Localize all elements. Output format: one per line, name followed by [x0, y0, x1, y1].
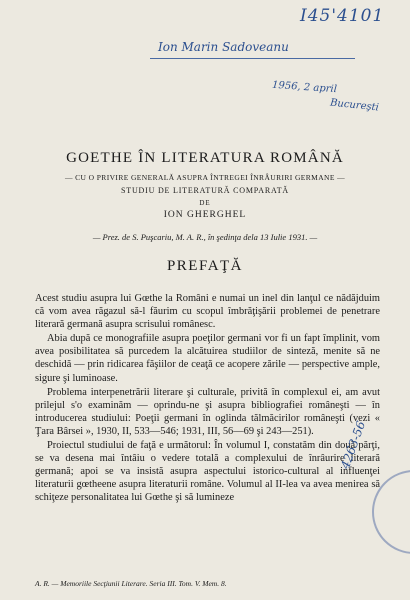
document-title: GOETHE ÎN LITERATURA ROMÂNĂ — [66, 150, 344, 166]
author-preposition: DE — [199, 199, 211, 207]
paragraph: Proiectul studiului de faţă e următorul: În volumul I, constatăm din două părţi, se va desena mai întâiu o vedere totală a complexului de înrâurire literară germană; apoi se va insistă asupra aspectului istorico-cultural al influenţei literaturii gœtheene asupra literaturii române. Volumul al II-lea va avea menirea să schiţeze personalitatea lui Gœthe şi să lumineze — [35, 440, 380, 504]
document-subtitle-2: STUDIU DE LITERATURĂ COMPARATĂ — [121, 186, 289, 195]
section-heading: PREFAŢĂ — [166, 258, 244, 274]
document-subtitle: — CU O PRIVIRE GENERALĂ ASUPRA ÎNTREGEI ÎNRÂURIRI GERMANE — — [64, 173, 346, 182]
dedication-underline — [150, 58, 355, 59]
place-handwritten: Bucureşti — [329, 97, 380, 114]
date-handwritten: 1956, 2 april — [271, 79, 338, 96]
page-footer: A. R. — Memoriile Secţiunii Literare. Seria III. Tom. V. Mem. 8. — [35, 579, 227, 588]
catalog-code-handwritten: I45'4101 — [300, 6, 385, 26]
presentation-note: — Prez. de S. Puşcariu, M. A. R., în şedinţa dela 13 Iulie 1931. — — [92, 232, 318, 242]
dedication-handwritten: Ion Marin Sadoveanu — [158, 40, 289, 54]
paragraph: Problema interpenetrării literare şi culturale, privită în complexul ei, am avut prilejul s'o examinăm — oprindu-ne şi asupra bibliografiei româneşti — în introducerea studiului: Poeţii germani în oglinda tălmăcirilor româneşti (vezi « Ţara Bârsei », 1930, II, 533—546; 1931, III, 56—69 şi 243—251). — [35, 386, 380, 437]
margin-code-handwritten: 4263-56 — [338, 419, 369, 471]
author-name: ION GHERGHEL — [163, 210, 247, 220]
body-text — [35, 292, 380, 506]
paragraph: Acest studiu asupra lui Gœthe la Români e numai un inel din lanţul ce nădăjduim că vom avea răgazul să-l făurim cu scopul îmbrăţişării problemei de penetrare literară germană asupra scrisului românesc. — [35, 293, 380, 331]
paragraph: Abia după ce monografiile asupra poeţilor germani vor fi un fapt împlinit, vom avea posibilitatea să purcedem la alcătuirea studiilor de sinteză, menite să ne deschidă — prin ridicarea făşiilor de ceaţă ce acopere zările — perspective ample, sigure şi luminoase. — [35, 333, 380, 384]
